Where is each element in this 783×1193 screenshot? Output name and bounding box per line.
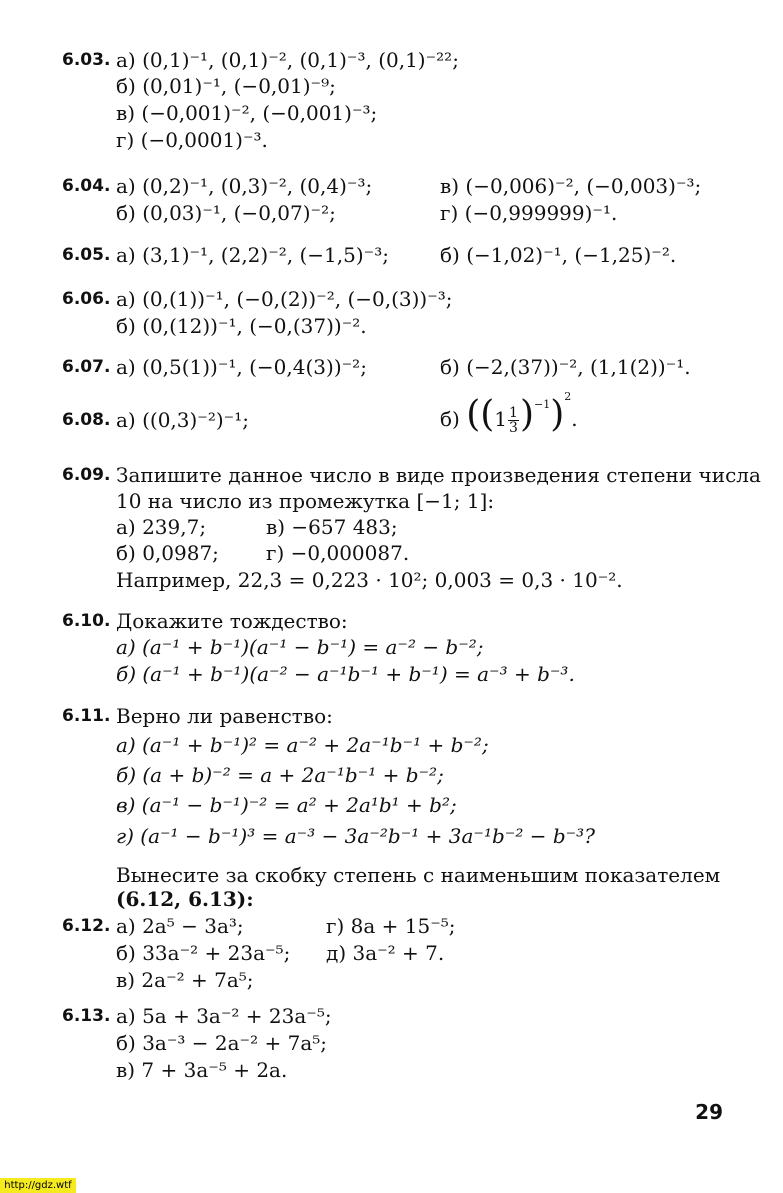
problem-line: б) (a + b)⁻² = a + 2a⁻¹b⁻¹ + b⁻²; (116, 763, 444, 787)
expression-end: . (571, 407, 578, 431)
page-number: 29 (695, 1100, 723, 1124)
problem-line-right: в) (−0,006)⁻², (−0,003)⁻³; (440, 174, 702, 198)
problem-line: Верно ли равенство: (116, 704, 333, 728)
problem-number: 6.05. (62, 245, 111, 265)
problem-number: 6.08. (62, 410, 111, 430)
section-instruction: (6.12, 6.13): (116, 887, 254, 911)
section-instruction: Вынесите за скобку степень с наименьшим показателем (116, 863, 721, 887)
problem-line: в) (a⁻¹ − b⁻¹)⁻² = a² + 2a¹b¹ + b²; (116, 793, 457, 817)
problem-line: а) (a⁻¹ + b⁻¹)² = a⁻² + 2a⁻¹b⁻¹ + b⁻²; (116, 733, 489, 757)
problem-line: а) 5a + 3a⁻² + 23a⁻⁵; (116, 1004, 332, 1028)
inner-paren-open: ( (480, 394, 495, 435)
problem-line: Запишите данное число в виде произведения степени числа (116, 463, 761, 487)
problem-number: 6.13. (62, 1006, 111, 1026)
problem-line: в) (−0,001)⁻², (−0,001)⁻³; (116, 101, 378, 125)
problem-line: б) (a⁻¹ + b⁻¹)(a⁻² − a⁻¹b⁻¹ + b⁻¹) = a⁻³ + b⁻³. (116, 662, 575, 686)
outer-paren-close: ) (550, 394, 565, 435)
whole-part: 1 (494, 407, 508, 431)
problem-line-right: б) (−1,02)⁻¹, (−1,25)⁻². (440, 243, 677, 267)
problem-line-right: г) (−0,999999)⁻¹. (440, 201, 618, 225)
watermark-link[interactable]: http://gdz.wtf (0, 1178, 76, 1193)
fraction-numerator: 1 (509, 405, 518, 421)
problem-number: 6.09. (62, 465, 111, 485)
problem-number: 6.07. (62, 357, 111, 377)
problem-line: г) (a⁻¹ − b⁻¹)³ = a⁻³ − 3a⁻²b⁻¹ + 3a⁻¹b⁻² − b⁻³? (116, 824, 595, 848)
problem-line: в) 7 + 3a⁻⁵ + 2a. (116, 1058, 288, 1082)
problem-number: 6.06. (62, 289, 111, 309)
item-label: б) (440, 407, 460, 431)
problem-line: Докажите тождество: (116, 609, 348, 633)
problem-line-right: б) (−2,(37))⁻², (1,1(2))⁻¹. (440, 355, 691, 379)
problem-line: б) (0,01)⁻¹, (−0,01)⁻⁹; (116, 74, 336, 98)
problem-line: а) (0,2)⁻¹, (0,3)⁻², (0,4)⁻³; (116, 174, 373, 198)
fraction (508, 406, 519, 435)
inner-exponent: −1 (534, 398, 551, 411)
problem-line-right: г) −0,000087. (266, 541, 410, 565)
problem-line: а) ((0,3)⁻²)⁻¹; (116, 408, 249, 432)
nested-fraction-expression (440, 389, 578, 449)
problem-number: 6.10. (62, 611, 111, 631)
problem-line: а) (0,1)⁻¹, (0,1)⁻², (0,1)⁻³, (0,1)⁻²²; (116, 48, 459, 72)
problem-line: а) 239,7; (116, 515, 207, 539)
fraction-denominator: 3 (509, 420, 518, 436)
outer-exponent: 2 (564, 390, 572, 403)
problem-line: а) (3,1)⁻¹, (2,2)⁻², (−1,5)⁻³; (116, 243, 389, 267)
problem-line: Например, 22,3 = 0,223 · 10²; 0,003 = 0,3 · 10⁻². (116, 568, 623, 592)
problem-number: 6.12. (62, 916, 111, 936)
problem-line: а) (0,(1))⁻¹, (−0,(2))⁻², (−0,(3))⁻³; (116, 287, 453, 311)
problem-line: б) (0,03)⁻¹, (−0,07)⁻²; (116, 201, 336, 225)
problem-line: б) (0,(12))⁻¹, (−0,(37))⁻². (116, 314, 367, 338)
problem-line: б) 3a⁻³ − 2a⁻² + 7a⁵; (116, 1031, 327, 1055)
inner-paren-close: ) (519, 394, 534, 435)
problem-number: 6.03. (62, 50, 111, 70)
problem-line: а) 2a⁵ − 3a³; (116, 914, 244, 938)
problem-line-right: в) −657 483; (266, 515, 398, 539)
problem-line: в) 2a⁻² + 7a⁵; (116, 968, 254, 992)
problem-line-right: д) 3a⁻² + 7. (326, 941, 445, 965)
problem-line: б) 33a⁻² + 23a⁻⁵; (116, 941, 291, 965)
outer-paren-open: ( (466, 394, 481, 435)
problem-number: 6.04. (62, 176, 111, 196)
problem-line: а) (a⁻¹ + b⁻¹)(a⁻¹ − b⁻¹) = a⁻² − b⁻²; (116, 635, 484, 659)
problem-number: 6.11. (62, 706, 111, 726)
problem-line: г) (−0,0001)⁻³. (116, 128, 268, 152)
problem-line: а) (0,5(1))⁻¹, (−0,4(3))⁻²; (116, 355, 367, 379)
problem-line-right: г) 8a + 15⁻⁵; (326, 914, 456, 938)
problem-line: б) 0,0987; (116, 541, 219, 565)
problem-line: 10 на число из промежутка [−1; 1]: (116, 489, 495, 513)
